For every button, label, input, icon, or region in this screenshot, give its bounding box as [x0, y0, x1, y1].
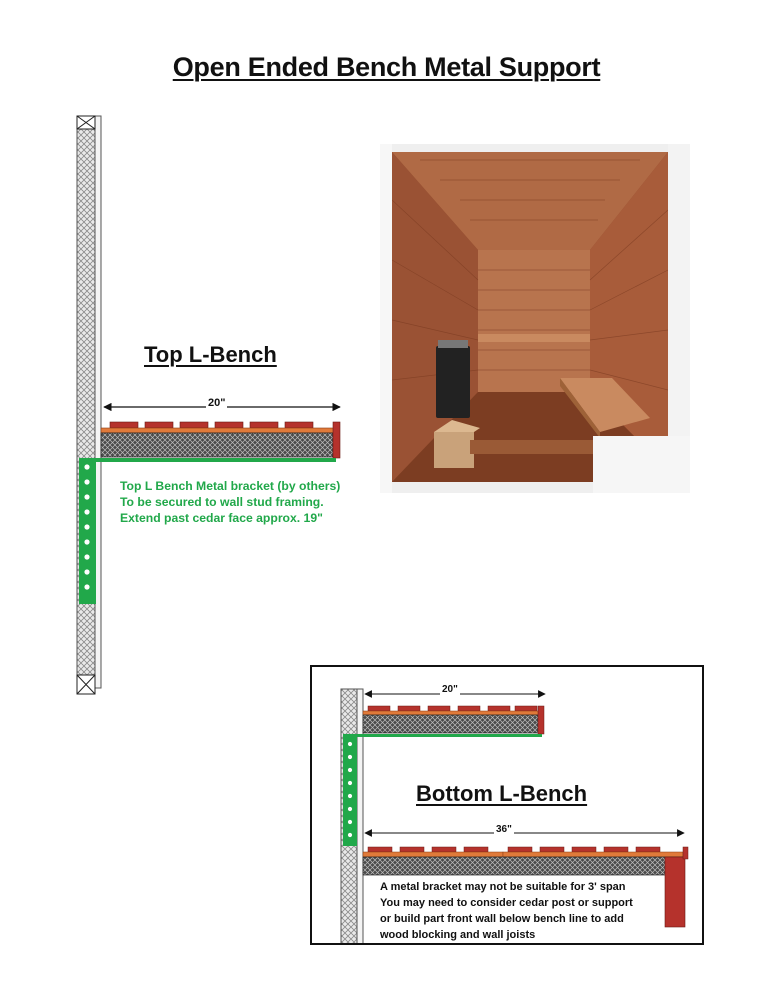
- top-bench-note-line: Extend past cedar face approx. 19": [120, 511, 323, 525]
- bottom-stud-cap: [77, 675, 95, 694]
- top-bench-heading: Top L-Bench: [144, 342, 277, 367]
- top-bench-note: [120, 478, 340, 526]
- page-title: Open Ended Bench Metal Support: [172, 52, 601, 82]
- bottom-upper-dimension: 20": [442, 684, 458, 695]
- top-bench-seat: [101, 422, 340, 458]
- bottom-bench-heading: Bottom L-Bench: [416, 781, 588, 806]
- bottom-lower-dimension: 36": [496, 824, 512, 835]
- bottom-bench-note-line: or build part front wall below bench line to add: [380, 913, 624, 925]
- bottom-bench-note-line: You may need to consider cedar post or support: [380, 897, 633, 909]
- top-bench-dimension: 20": [208, 397, 226, 409]
- bottom-bench-note: [380, 879, 633, 943]
- sauna-photo: [380, 144, 690, 493]
- bottom-bench-note-line: wood blocking and wall joists: [380, 929, 536, 941]
- bottom-bench-note-line: A metal bracket may not be suitable for 3' span: [380, 881, 626, 893]
- top-stud-cap: [77, 116, 95, 129]
- top-bench-note-line: Top L Bench Metal bracket (by others): [120, 479, 341, 493]
- top-bench-note-line: To be secured to wall stud framing.: [120, 495, 324, 509]
- top-wall-section: [77, 116, 101, 694]
